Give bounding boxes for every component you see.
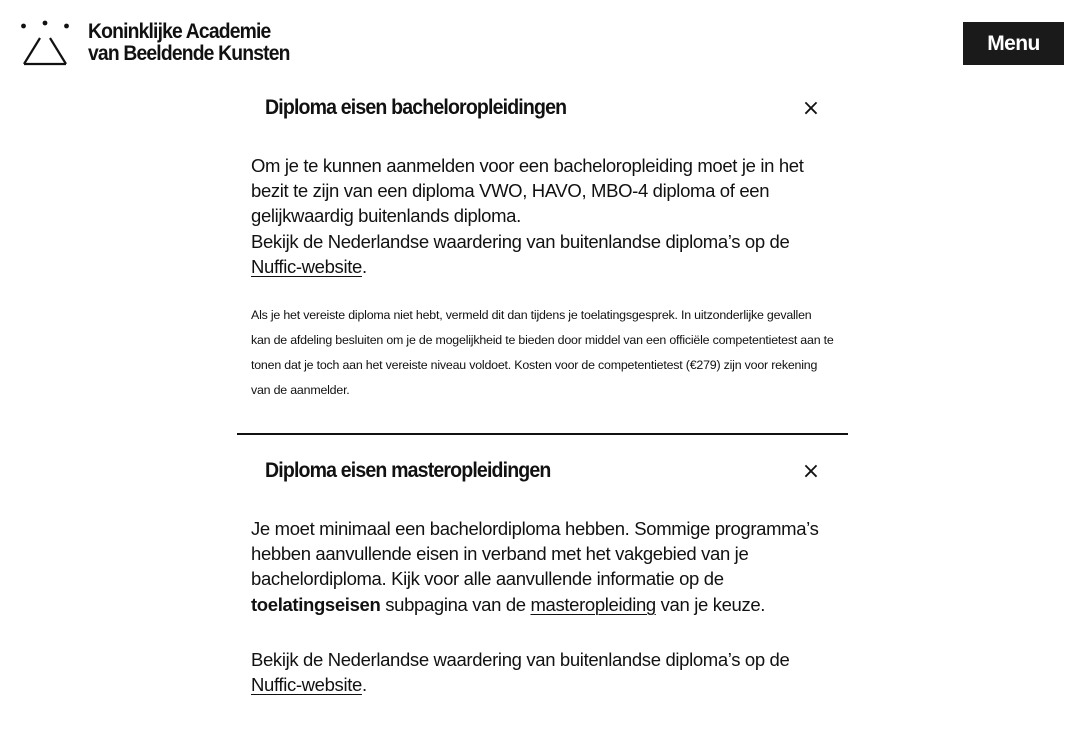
- logo-line-2: van Beeldende Kunsten: [88, 42, 290, 65]
- close-icon[interactable]: ×: [798, 96, 824, 122]
- kabk-triangle-dots-logo-icon: [20, 20, 70, 68]
- master-paragraph-2: [251, 647, 834, 697]
- master-requirements-section: [237, 435, 848, 697]
- master-section-title: Diploma eisen masteropleidingen: [265, 459, 551, 483]
- logo-line-1: Koninklijke Academie: [88, 20, 271, 43]
- bachelor-paragraph-2: [251, 229, 834, 279]
- bachelor-section-header[interactable]: [251, 80, 834, 136]
- master-para-mid: subpagina van de: [380, 593, 531, 615]
- home-logo-link[interactable]: [20, 20, 307, 68]
- bachelor-nuffic-prefix: Bekijk de Nederlandse waardering van buitenlandse diploma’s op de: [251, 230, 790, 252]
- master-nuffic-prefix: Bekijk de Nederlandse waardering van buitenlandse diploma’s op de: [251, 648, 790, 670]
- master-section-header[interactable]: [251, 435, 834, 490]
- bachelor-paragraph-1: Om je te kunnen aanmelden voor een bacheloropleiding moet je in het bezit te zijn van een diploma VWO, HAVO, MBO-4 diploma of een gelijkwaardig buitenlands diploma.: [251, 155, 804, 227]
- bachelor-section-title: Diploma eisen bacheloropleidingen: [265, 96, 567, 119]
- bachelor-nuffic-link[interactable]: Nuffic-website: [251, 255, 362, 277]
- master-para-suffix: van je keuze.: [655, 593, 766, 615]
- master-nuffic-suffix: .: [361, 674, 367, 696]
- master-admission-requirements-bold: toelatingseisen: [251, 593, 381, 615]
- requirements-accordion: [237, 80, 848, 697]
- menu-button[interactable]: Menu: [963, 22, 1064, 65]
- bachelor-competence-note: Als je het vereiste diploma niet hebt, vermeld dit dan tijdens je toelatingsgesprek. In uitzonderlijke gevallen kan de afdeling besluiten om je de mogelijkheid te bieden door middel van een officiële competentietest aan te tonen dat je toch aan het vereiste niveau voldoet. Kosten voor de competentietest (€279) zijn voor rekening van de aanmelder.: [251, 308, 834, 398]
- master-para-text: Je moet minimaal een bachelordiploma hebben. Sommige programma’s hebben aanvullende eisen in verband met het vakgebied van je bachelordiploma. Kijk voor alle aanvullende informatie op de: [251, 518, 819, 590]
- site-header: [0, 0, 1080, 80]
- master-paragraph-1: [251, 516, 834, 617]
- bachelor-requirements-section: [237, 80, 848, 433]
- master-programme-link[interactable]: masteropleiding: [530, 593, 656, 615]
- bachelor-nuffic-suffix: .: [361, 255, 367, 277]
- close-icon[interactable]: ×: [798, 459, 824, 485]
- master-nuffic-link[interactable]: Nuffic-website: [251, 674, 362, 696]
- logo-wordmark: [88, 21, 290, 65]
